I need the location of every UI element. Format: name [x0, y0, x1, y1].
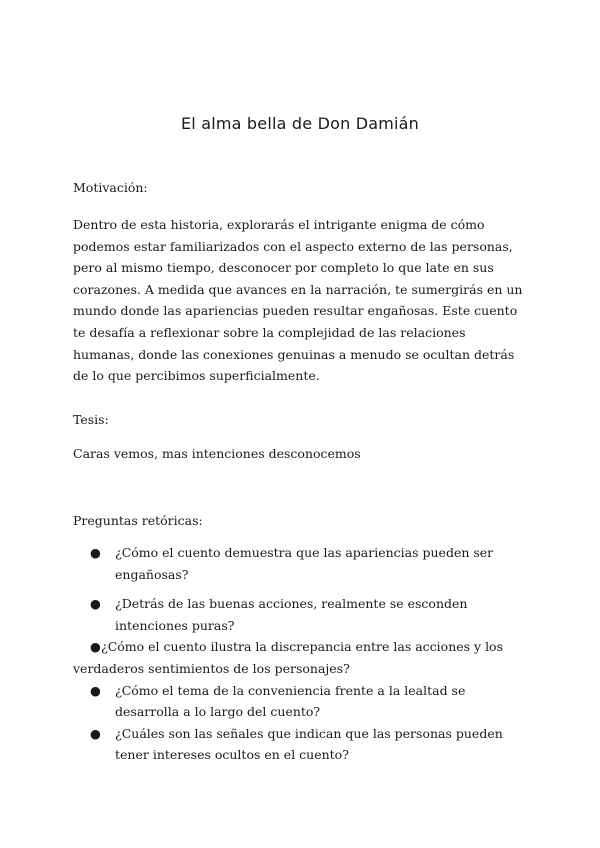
question-text: ¿Cómo el cuento demuestra que las apariencias pueden ser engañosas? — [115, 545, 494, 582]
list-item — [73, 636, 523, 679]
document-title: El alma bella de Don Damián — [180, 114, 420, 133]
bullet-icon: ● — [90, 725, 101, 741]
question-text: ¿Cómo el tema de la conveniencia frente a la lealtad se desarrolla a lo largo del cuento? — [115, 682, 466, 720]
list-item — [73, 723, 523, 766]
thesis-text: Caras vemos, mas intenciones desconocemos — [73, 446, 361, 461]
motivation-label: Motivación: — [73, 180, 148, 195]
list-item — [73, 542, 523, 585]
thesis-label: Tesis: — [73, 412, 109, 427]
list-item — [73, 593, 523, 636]
bullet-icon: ● — [90, 639, 101, 655]
bullet-icon: ● — [90, 545, 101, 560]
bullet-icon: ● — [90, 596, 101, 612]
motivation-paragraph: Dentro de esta historia, explorarás el intrigante enigma de cómo podemos estar familiarizados con el aspecto externo de las personas, pero al mismo tiempo, desconocer por completo lo que late en sus corazones. A medida que avances en la narración, te sumergirás en un mundo donde las apariencias pueden resultar engañosas. Este cuento te desafía a reflexionar sobre la complejidad de las relaciones humanas, donde las conexiones genuinas a menudo se ocultan detrás de lo que percibimos superficialmente. — [73, 217, 523, 384]
question-text: ¿Detrás de las buenas acciones, realmente se esconden intenciones puras? — [115, 596, 468, 633]
list-item — [73, 680, 523, 723]
bullet-icon: ● — [90, 682, 101, 698]
question-text: ¿Cómo el cuento ilustra la discrepancia entre las acciones y los verdaderos sentimientos de los personajes? — [73, 639, 504, 676]
questions-label: Preguntas retóricas: — [73, 513, 203, 528]
question-text: ¿Cuáles son las señales que indican que las personas pueden tener intereses ocultos en el cuento? — [115, 725, 503, 763]
questions-list — [73, 542, 523, 766]
